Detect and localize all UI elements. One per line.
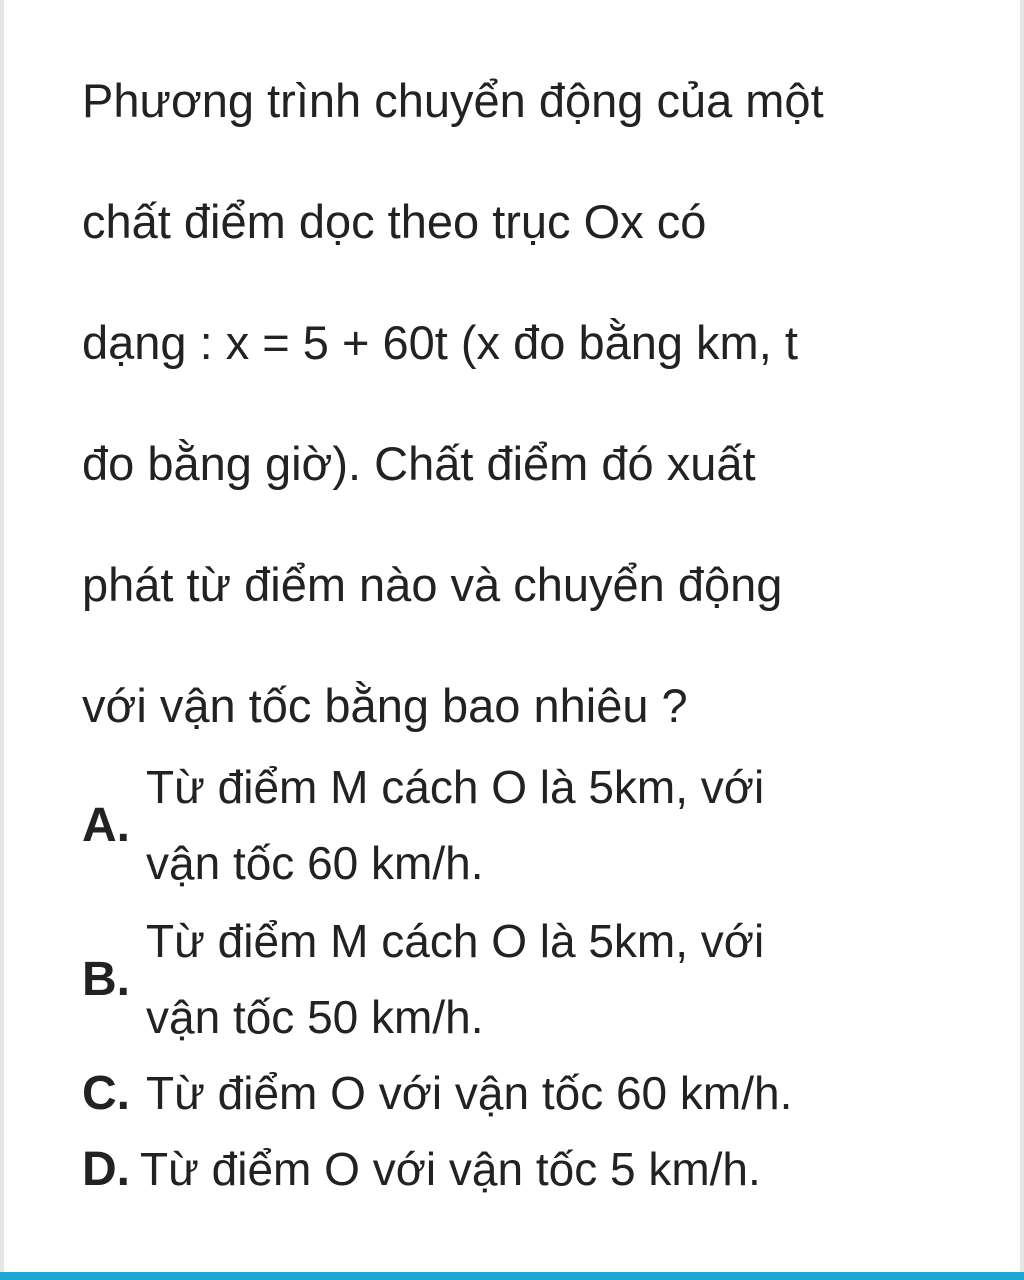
option-a-text-line-1: Từ điểm M cách O là 5km, với (146, 761, 765, 813)
option-b-text-line-2: vận tốc 50 km/h. (146, 991, 484, 1043)
question-line-6: với vận tốc bằng bao nhiêu ? (82, 679, 688, 732)
left-edge-shadow (0, 0, 4, 1280)
option-b-text-line-1: Từ điểm M cách O là 5km, với (146, 915, 765, 967)
right-edge-shadow (1020, 0, 1024, 1280)
question-line-3: dạng : x = 5 + 60t (x đo bằng km, t (82, 316, 798, 369)
option-b-letter: B. (82, 953, 130, 1006)
question-text (82, 40, 982, 766)
question-line-4: đo bằng giờ). Chất điểm đó xuất (82, 437, 756, 490)
option-a-text-line-2: vận tốc 60 km/h. (146, 837, 484, 889)
question-line-1: Phương trình chuyển động của một (82, 74, 824, 127)
option-c-letter: C. (82, 1067, 130, 1120)
option-d-text: Từ điểm O với vận tốc 5 km/h. (140, 1143, 761, 1195)
option-a-letter: A. (82, 799, 130, 852)
question-line-5: phát từ điểm nào và chuyển động (82, 558, 783, 611)
question-line-2: chất điểm dọc theo trục Ox có (82, 195, 707, 248)
option-c-text: Từ điểm O với vận tốc 60 km/h. (146, 1067, 793, 1119)
option-d-letter: D. (82, 1143, 130, 1196)
bottom-accent-bar (0, 1272, 1024, 1280)
